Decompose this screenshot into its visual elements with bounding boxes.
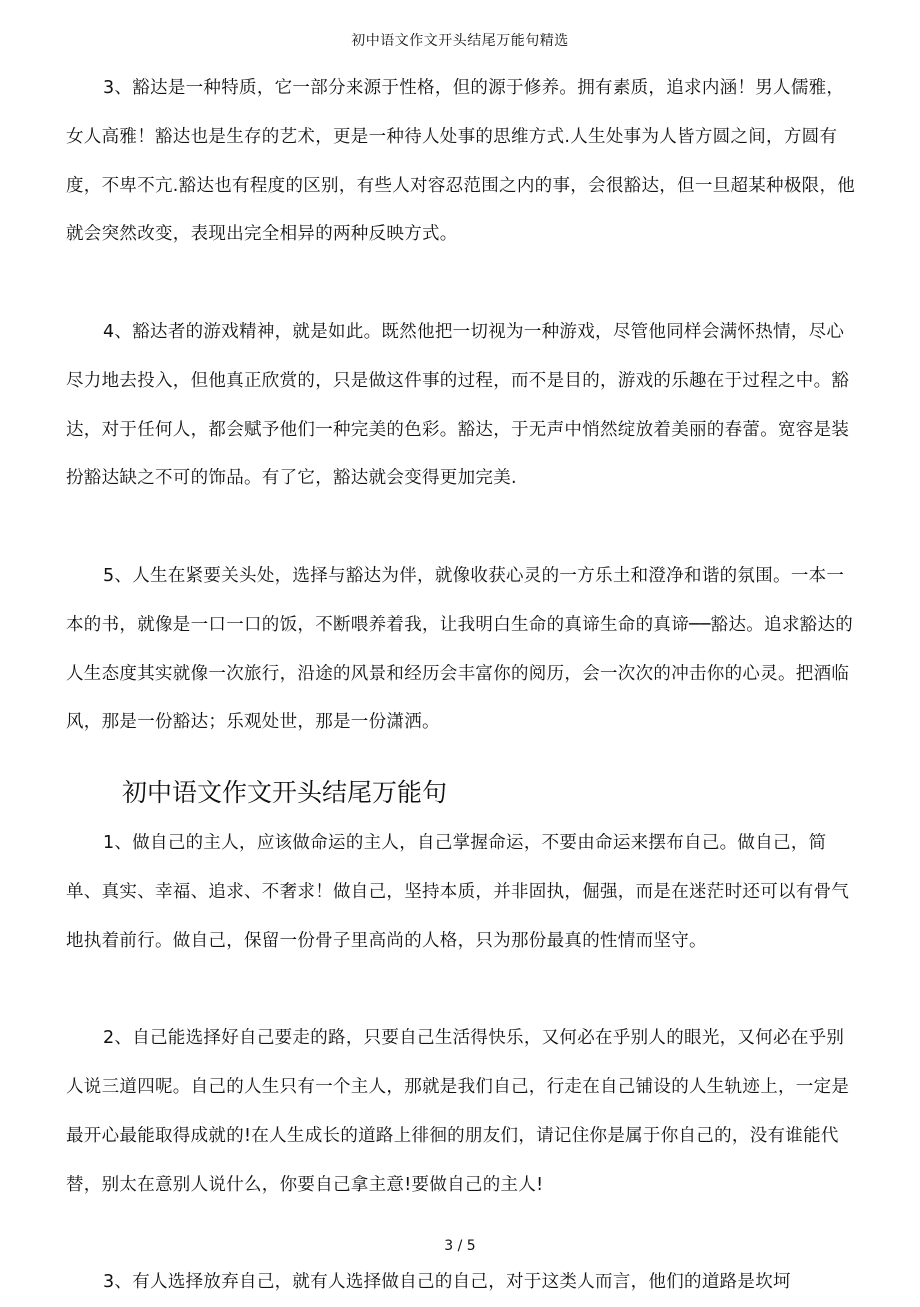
paragraph-5-tolerance: 5、人生在紧要关头处，选择与豁达为伴，就像收获心灵的一方乐土和澄净和谐的氛围。一本一本的书，就像是一口一口的饭，不断喂养着我，让我明白生命的真谛生命的真谛──豁达。追求豁达的人生态度其实就像一次旅行，沿途的风景和经历会丰富你的阅历，会一次次的冲击你的心灵。把酒临风，那是一份豁达；乐观处世，那是一份潇洒。 — [66, 565, 854, 733]
paragraph-4-tolerance: 4、豁达者的游戏精神，就是如此。既然他把一切视为一种游戏，尽管他同样会满怀热情，尽心尽力地去投入，但他真正欣赏的，只是做这件事的过程，而不是目的，游戏的乐趣在于过程之中。豁达，对于任何人，都会赋予他们一种完美的色彩。豁达，于无声中悄然绽放着美丽的春蕾。宽容是装扮豁达缺之不可的饰品。有了它，豁达就会变得更加完美. — [66, 321, 850, 489]
section-heading: 初中语文作文开头结尾万能句 — [122, 778, 448, 808]
paragraph-3-tolerance: 3、豁达是一种特质，它一部分来源于性格，但的源于修养。拥有素质，追求内涵！男人儒雅，女人高雅！豁达也是生存的艺术，更是一种待人处事的思维方式.人生处事为人皆方圆之间，方圆有度，不卑不亢.豁达也有程度的区别，有些人对容忍范围之内的事，会很豁达，但一旦超某种极限，他就会突然改变，表现出完全相异的两种反映方式。 — [66, 78, 856, 245]
page-number: 3 / 5 — [444, 1238, 476, 1254]
paragraph-1-be-yourself: 1、做自己的主人，应该做命运的主人，自己掌握命运，不要由命运来摆布自己。做自己，简单、真实、幸福、追求、不奢求！做自己，坚持本质，并非固执，倔强，而是在迷茫时还可以有骨气地执着前行。做自己，保留一份骨子里高尚的人格，只为那份最真的性情而坚守。 — [66, 833, 850, 951]
running-header: 初中语文作文开头结尾万能句精选 — [351, 33, 569, 49]
paragraph-2-be-yourself: 2、自己能选择好自己要走的路，只要自己生活得快乐，又何必在乎别人的眼光，又何必在乎别人说三道四呢。自己的人生只有一个主人，那就是我们自己，行走在自己铺设的人生轨迹上，一定是最开心最能取得成就的!在人生成长的道路上徘徊的朋友们，请记住你是属于你自己的，没有谁能代替，别太在意别人说什么，你要自己拿主意!要做自己的主人! — [66, 1028, 850, 1195]
paragraph-3-be-yourself: 3、有人选择放弃自己，就有人选择做自己的自己，对于这类人而言，他们的道路是坎坷 — [103, 1272, 791, 1293]
page-body — [66, 64, 856, 1307]
